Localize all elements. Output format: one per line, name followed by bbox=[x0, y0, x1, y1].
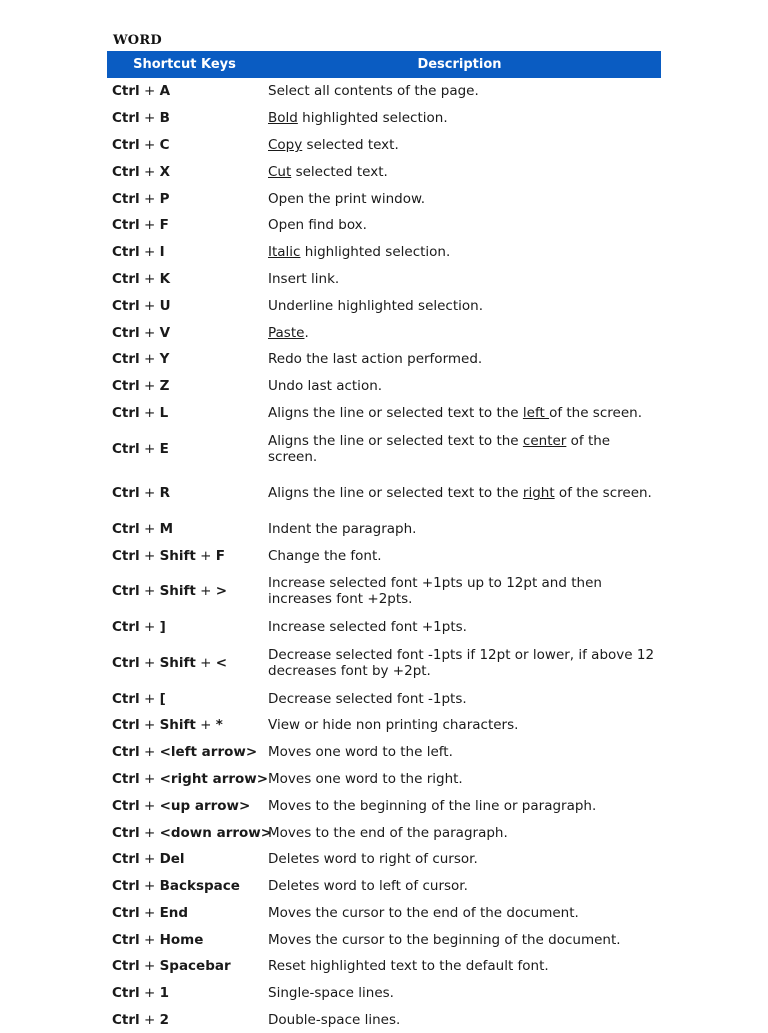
table-row bbox=[107, 426, 661, 471]
key-label: <up arrow> bbox=[159, 797, 251, 814]
description-cell bbox=[262, 137, 661, 153]
description-text: Underline highlighted selection. bbox=[268, 297, 484, 314]
key-label: Ctrl bbox=[112, 619, 140, 636]
key-label: Ctrl bbox=[112, 1012, 140, 1029]
description-cell bbox=[262, 244, 661, 260]
plus-separator: + bbox=[139, 878, 160, 895]
description-cell bbox=[262, 351, 661, 367]
plus-separator: + bbox=[139, 1012, 160, 1029]
key-label: <right arrow> bbox=[159, 770, 269, 787]
table-body bbox=[107, 78, 661, 1033]
plus-separator: + bbox=[195, 717, 216, 734]
shortcut-keys-cell bbox=[107, 244, 262, 260]
table-row bbox=[107, 926, 661, 953]
table-row bbox=[107, 712, 661, 739]
shortcut-keys-cell bbox=[107, 878, 262, 894]
shortcut-keys-cell bbox=[107, 351, 262, 367]
plus-separator: + bbox=[139, 797, 160, 814]
plus-separator: + bbox=[139, 547, 160, 564]
description-text: of the screen. bbox=[554, 485, 652, 502]
description-text: Decrease selected font -1pts. bbox=[268, 690, 467, 707]
description-text: Select all contents of the page. bbox=[268, 83, 479, 100]
description-cell bbox=[262, 191, 661, 207]
key-label: X bbox=[159, 163, 170, 180]
description-cell bbox=[262, 985, 661, 1001]
description-cell bbox=[262, 83, 661, 99]
description-text: Open the print window. bbox=[268, 190, 426, 207]
shortcut-keys-cell bbox=[107, 298, 262, 314]
key-label: 2 bbox=[159, 1012, 169, 1029]
plus-separator: + bbox=[139, 744, 160, 761]
key-label: Ctrl bbox=[112, 110, 140, 127]
plus-separator: + bbox=[139, 958, 160, 975]
description-text: of the screen. bbox=[549, 404, 642, 421]
key-label: Ctrl bbox=[112, 851, 140, 868]
description-text: highlighted selection. bbox=[297, 110, 448, 127]
plus-separator: + bbox=[195, 654, 216, 671]
table-row bbox=[107, 980, 661, 1007]
shortcut-keys-cell bbox=[107, 548, 262, 564]
table-row bbox=[107, 792, 661, 819]
description-text: Moves one word to the right. bbox=[268, 770, 463, 787]
key-label: [ bbox=[159, 690, 166, 707]
description-text: Reset highlighted text to the default font. bbox=[268, 958, 549, 975]
table-row bbox=[107, 516, 661, 543]
shortcut-keys-cell bbox=[107, 824, 273, 841]
key-label: Ctrl bbox=[112, 547, 140, 564]
shortcut-keys-cell bbox=[107, 325, 262, 341]
plus-separator: + bbox=[139, 654, 160, 671]
key-label: B bbox=[159, 110, 170, 127]
description-text: Redo the last action performed. bbox=[268, 351, 483, 368]
shortcut-keys-cell bbox=[107, 798, 262, 814]
key-label: Ctrl bbox=[112, 244, 140, 261]
table-row bbox=[107, 1007, 661, 1033]
key-label: Ctrl bbox=[112, 83, 140, 100]
description-cell bbox=[262, 521, 661, 537]
plus-separator: + bbox=[139, 717, 160, 734]
description-text: Moves the cursor to the beginning of the document. bbox=[268, 931, 621, 948]
table-row bbox=[107, 819, 661, 846]
table-row bbox=[107, 239, 661, 266]
shortcut-keys-cell bbox=[107, 619, 262, 635]
plus-separator: + bbox=[195, 547, 216, 564]
shortcut-keys-cell bbox=[107, 958, 262, 974]
description-text: selected text. bbox=[291, 163, 388, 180]
key-label: A bbox=[159, 83, 171, 100]
description-text: Moves one word to the left. bbox=[268, 744, 453, 761]
shortcut-keys-cell bbox=[107, 191, 262, 207]
key-label: 1 bbox=[159, 985, 169, 1002]
underlined-term: Cut bbox=[268, 163, 292, 180]
key-label: * bbox=[215, 717, 223, 734]
shortcut-keys-cell bbox=[107, 583, 262, 599]
key-label: V bbox=[159, 324, 171, 341]
description-text: Moves to the beginning of the line or paragraph. bbox=[268, 797, 597, 814]
table-row bbox=[107, 400, 661, 427]
plus-separator: + bbox=[195, 583, 216, 600]
plus-separator: + bbox=[139, 404, 160, 421]
description-cell bbox=[262, 691, 661, 707]
table-row bbox=[107, 614, 661, 641]
key-label: Shift bbox=[159, 583, 196, 600]
plus-separator: + bbox=[139, 985, 160, 1002]
key-label: Ctrl bbox=[112, 770, 140, 787]
description-text: Change the font. bbox=[268, 547, 382, 564]
key-label: Ctrl bbox=[112, 797, 140, 814]
description-text: highlighted selection. bbox=[300, 244, 451, 261]
shortcut-keys-cell bbox=[107, 691, 262, 707]
plus-separator: + bbox=[139, 190, 160, 207]
plus-separator: + bbox=[139, 583, 160, 600]
key-label: F bbox=[215, 547, 225, 564]
table-header bbox=[107, 51, 661, 78]
description-text: Double-space lines. bbox=[268, 1012, 401, 1029]
description-cell bbox=[262, 405, 661, 421]
description-text: Aligns the line or selected text to the bbox=[268, 432, 523, 449]
plus-separator: + bbox=[139, 351, 160, 368]
key-label: Spacebar bbox=[159, 958, 231, 975]
description-cell bbox=[262, 1012, 661, 1028]
table-row bbox=[107, 105, 661, 132]
key-label: Del bbox=[159, 851, 185, 868]
plus-separator: + bbox=[139, 440, 160, 457]
description-cell bbox=[262, 744, 661, 760]
plus-separator: + bbox=[139, 217, 160, 234]
plus-separator: + bbox=[139, 378, 160, 395]
description-cell bbox=[262, 647, 661, 679]
plus-separator: + bbox=[139, 824, 160, 841]
key-label: Ctrl bbox=[112, 520, 140, 537]
shortcut-keys-cell bbox=[107, 655, 262, 671]
shortcut-keys-cell bbox=[107, 378, 262, 394]
description-text: Undo last action. bbox=[268, 378, 383, 395]
table-row bbox=[107, 569, 661, 614]
key-label: Ctrl bbox=[112, 583, 140, 600]
key-label: Shift bbox=[159, 654, 196, 671]
description-cell bbox=[262, 851, 661, 867]
header-shortcut-keys: Shortcut Keys bbox=[133, 57, 236, 72]
description-text: Single-space lines. bbox=[268, 985, 394, 1002]
description-cell bbox=[262, 298, 661, 314]
description-text: Aligns the line or selected text to the bbox=[268, 485, 523, 502]
header-description: Description bbox=[417, 57, 502, 72]
underlined-term: left bbox=[522, 404, 550, 421]
key-label: Ctrl bbox=[112, 985, 140, 1002]
description-cell bbox=[262, 164, 661, 180]
description-cell bbox=[262, 217, 661, 233]
key-label: L bbox=[159, 404, 169, 421]
plus-separator: + bbox=[139, 297, 160, 314]
description-text: Aligns the line or selected text to the bbox=[268, 404, 523, 421]
key-label: P bbox=[159, 190, 170, 207]
table-row bbox=[107, 641, 661, 686]
key-label: End bbox=[159, 904, 189, 921]
key-label: Home bbox=[159, 931, 204, 948]
description-cell bbox=[262, 325, 661, 341]
shortcut-keys-cell bbox=[107, 744, 262, 760]
plus-separator: + bbox=[139, 324, 160, 341]
key-label: Ctrl bbox=[112, 163, 140, 180]
description-text: Decrease selected font -1pts if 12pt or lower, if above 12 decreases font by +2pt. bbox=[268, 646, 655, 679]
table-row bbox=[107, 766, 661, 793]
key-label: Ctrl bbox=[112, 744, 140, 761]
description-text: of the screen. bbox=[268, 432, 611, 465]
key-label: Ctrl bbox=[112, 404, 140, 421]
table-row bbox=[107, 739, 661, 766]
table-row bbox=[107, 212, 661, 239]
shortcut-keys-cell bbox=[107, 770, 269, 787]
shortcut-keys-cell bbox=[107, 851, 262, 867]
underlined-term: right bbox=[522, 485, 555, 502]
underlined-term: center bbox=[522, 432, 567, 449]
shortcut-keys-cell bbox=[107, 83, 262, 99]
shortcut-keys-cell bbox=[107, 217, 262, 233]
description-cell bbox=[262, 932, 661, 948]
key-label: U bbox=[159, 297, 171, 314]
section-title: WORD bbox=[113, 33, 162, 48]
key-label: Ctrl bbox=[112, 878, 140, 895]
shortcut-keys-cell bbox=[107, 164, 262, 180]
key-label: Shift bbox=[159, 717, 196, 734]
key-label: Ctrl bbox=[112, 654, 140, 671]
key-label: C bbox=[159, 136, 170, 153]
shortcut-keys-cell bbox=[107, 137, 262, 153]
table-row bbox=[107, 346, 661, 373]
description-text: Increase selected font +1pts up to 12pt and then increases font +2pts. bbox=[268, 575, 602, 608]
key-label: Ctrl bbox=[112, 324, 140, 341]
key-label: E bbox=[159, 440, 169, 457]
key-label: < bbox=[215, 654, 228, 671]
key-label: Z bbox=[159, 378, 170, 395]
key-label: Ctrl bbox=[112, 717, 140, 734]
plus-separator: + bbox=[139, 110, 160, 127]
table-row bbox=[107, 292, 661, 319]
description-text: Deletes word to left of cursor. bbox=[268, 878, 468, 895]
underlined-term: Bold bbox=[268, 110, 298, 127]
table-row bbox=[107, 132, 661, 159]
shortcut-keys-cell bbox=[107, 485, 262, 501]
description-text: Moves the cursor to the end of the document. bbox=[268, 904, 579, 921]
underlined-term: Copy bbox=[268, 136, 303, 153]
table-row bbox=[107, 685, 661, 712]
plus-separator: + bbox=[139, 619, 160, 636]
description-cell bbox=[262, 798, 661, 814]
shortcut-keys-cell bbox=[107, 110, 262, 126]
description-cell bbox=[262, 110, 661, 126]
key-label: Y bbox=[159, 351, 170, 368]
key-label: Ctrl bbox=[112, 904, 140, 921]
plus-separator: + bbox=[139, 690, 160, 707]
shortcut-keys-cell bbox=[107, 905, 262, 921]
description-text: View or hide non printing characters. bbox=[268, 717, 519, 734]
description-text: . bbox=[304, 324, 309, 341]
key-label: Ctrl bbox=[112, 351, 140, 368]
table-row bbox=[107, 542, 661, 569]
description-cell bbox=[262, 958, 661, 974]
description-cell bbox=[262, 485, 661, 501]
table-row bbox=[107, 319, 661, 346]
key-label: Backspace bbox=[159, 878, 240, 895]
key-label: R bbox=[159, 485, 170, 502]
plus-separator: + bbox=[139, 244, 160, 261]
description-text: Insert link. bbox=[268, 270, 340, 287]
description-cell bbox=[262, 271, 661, 287]
table-row bbox=[107, 266, 661, 293]
key-label: Ctrl bbox=[112, 297, 140, 314]
description-cell bbox=[262, 825, 661, 841]
plus-separator: + bbox=[139, 931, 160, 948]
underlined-term: Paste bbox=[268, 324, 305, 341]
key-label: Ctrl bbox=[112, 190, 140, 207]
table-row bbox=[107, 900, 661, 927]
shortcut-keys-cell bbox=[107, 985, 262, 1001]
key-label: Ctrl bbox=[112, 136, 140, 153]
key-label: Ctrl bbox=[112, 824, 140, 841]
key-label: Ctrl bbox=[112, 485, 140, 502]
description-cell bbox=[262, 433, 661, 465]
key-label: Ctrl bbox=[112, 217, 140, 234]
key-label: ] bbox=[159, 619, 166, 636]
shortcut-keys-cell bbox=[107, 932, 262, 948]
table-row bbox=[107, 953, 661, 980]
description-cell bbox=[262, 619, 661, 635]
plus-separator: + bbox=[139, 851, 160, 868]
key-label: Ctrl bbox=[112, 440, 140, 457]
shortcut-keys-cell bbox=[107, 521, 262, 537]
plus-separator: + bbox=[139, 163, 160, 180]
description-text: selected text. bbox=[302, 136, 399, 153]
shortcut-keys-cell bbox=[107, 717, 262, 733]
underlined-term: Italic bbox=[268, 244, 301, 261]
key-label: Shift bbox=[159, 547, 196, 564]
plus-separator: + bbox=[139, 136, 160, 153]
description-cell bbox=[262, 548, 661, 564]
description-text: Increase selected font +1pts. bbox=[268, 619, 467, 636]
table-row bbox=[107, 78, 661, 105]
plus-separator: + bbox=[139, 83, 160, 100]
key-label: <left arrow> bbox=[159, 744, 258, 761]
description-text: Indent the paragraph. bbox=[268, 520, 417, 537]
table-row bbox=[107, 471, 661, 516]
shortcut-table bbox=[107, 51, 661, 1033]
key-label: I bbox=[159, 244, 165, 261]
table-row bbox=[107, 373, 661, 400]
shortcut-keys-cell bbox=[107, 1012, 262, 1028]
table-row bbox=[107, 846, 661, 873]
key-label: Ctrl bbox=[112, 931, 140, 948]
key-label: Ctrl bbox=[112, 958, 140, 975]
plus-separator: + bbox=[139, 770, 160, 787]
plus-separator: + bbox=[139, 904, 160, 921]
description-text: Deletes word to right of cursor. bbox=[268, 851, 478, 868]
description-text: Moves to the end of the paragraph. bbox=[268, 824, 508, 841]
description-cell bbox=[262, 378, 661, 394]
key-label: > bbox=[215, 583, 228, 600]
key-label: K bbox=[159, 270, 171, 287]
key-label: M bbox=[159, 520, 173, 537]
table-row bbox=[107, 185, 661, 212]
key-label: F bbox=[159, 217, 169, 234]
description-cell bbox=[262, 771, 661, 787]
table-row bbox=[107, 873, 661, 900]
description-cell bbox=[262, 575, 661, 607]
key-label: Ctrl bbox=[112, 378, 140, 395]
plus-separator: + bbox=[139, 520, 160, 537]
plus-separator: + bbox=[139, 270, 160, 287]
shortcut-keys-cell bbox=[107, 405, 262, 421]
shortcut-keys-cell bbox=[107, 271, 262, 287]
description-cell bbox=[262, 878, 661, 894]
description-text: Open find box. bbox=[268, 217, 367, 234]
shortcut-keys-cell bbox=[107, 441, 262, 457]
table-row bbox=[107, 158, 661, 185]
key-label: Ctrl bbox=[112, 690, 140, 707]
description-cell bbox=[262, 905, 661, 921]
key-label: Ctrl bbox=[112, 270, 140, 287]
description-cell bbox=[262, 717, 661, 733]
key-label: <down arrow> bbox=[159, 824, 273, 841]
plus-separator: + bbox=[139, 485, 160, 502]
